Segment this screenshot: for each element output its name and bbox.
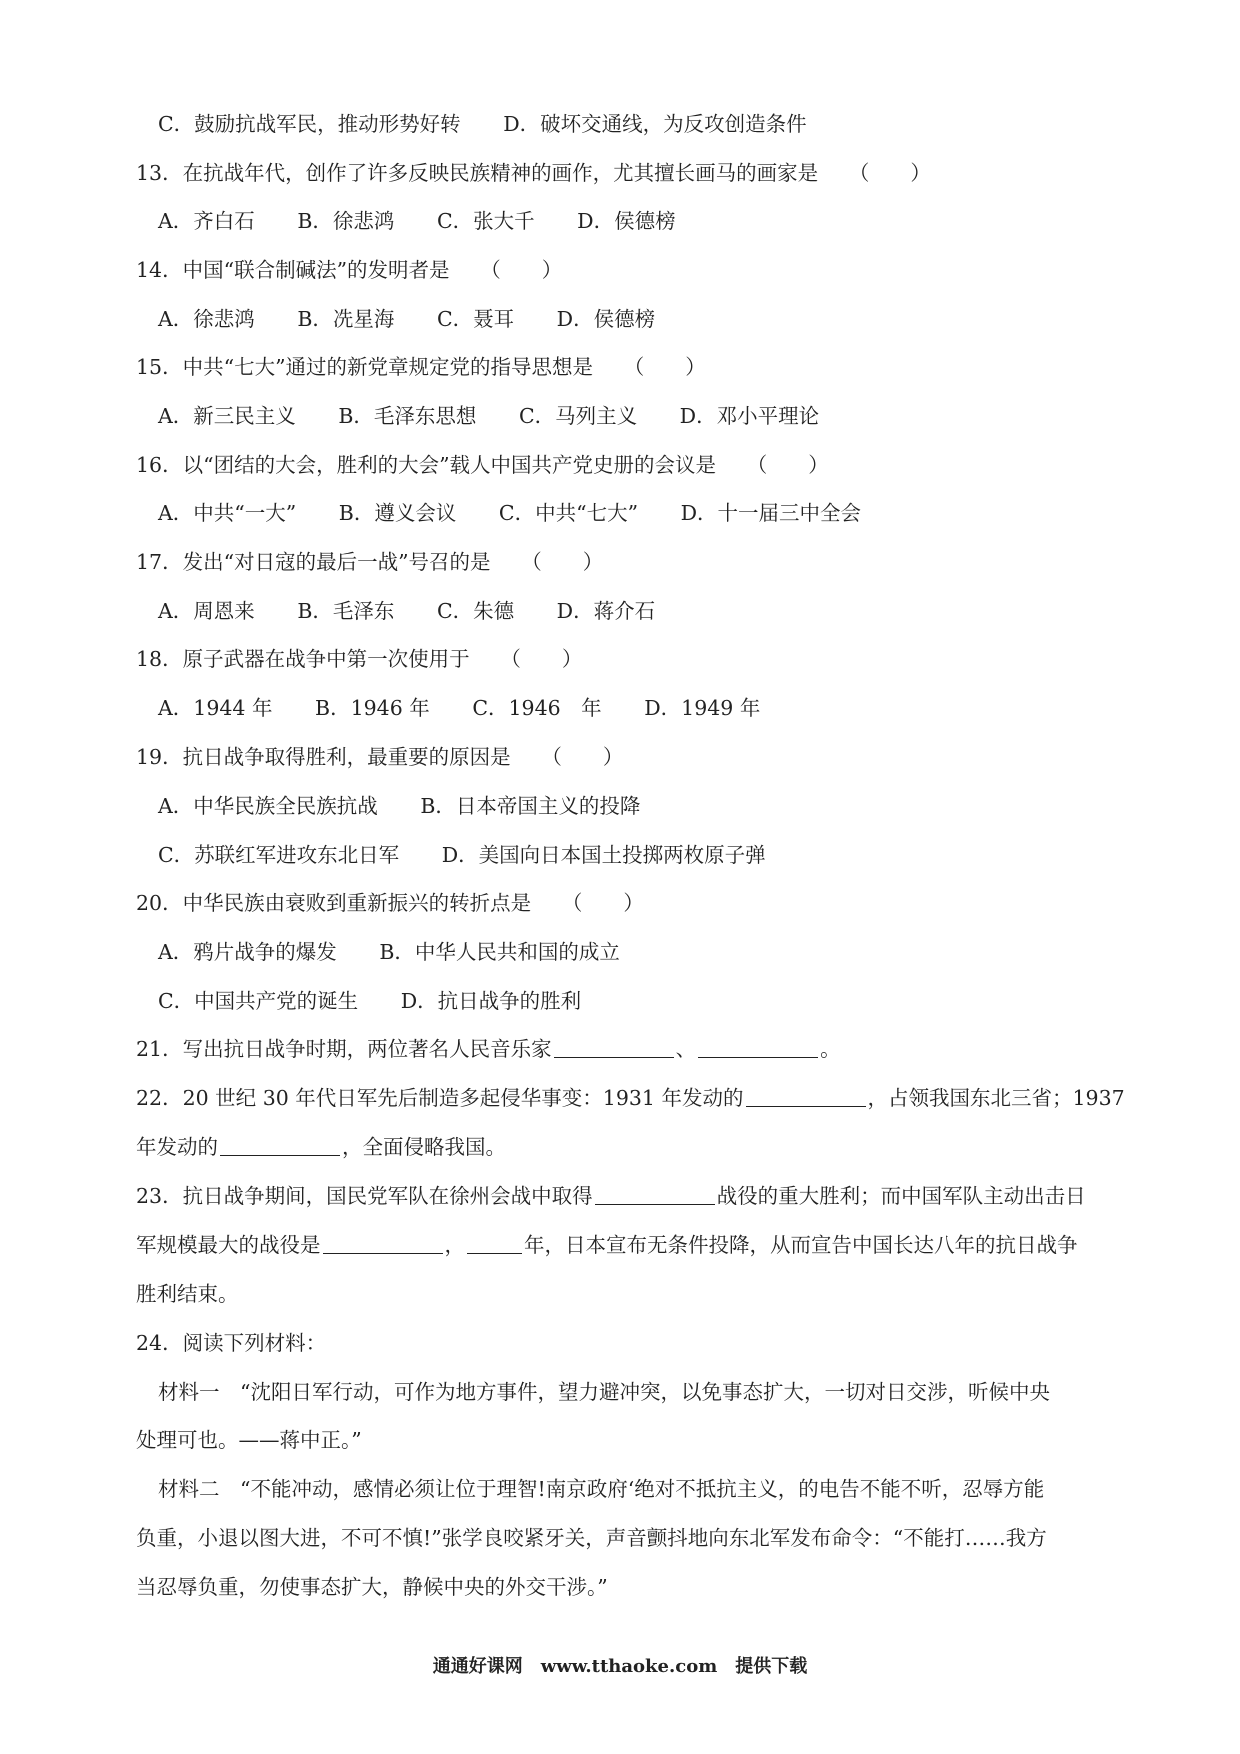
q22-text-4: ，全面侵略我国。 (342, 1135, 506, 1159)
q21 (136, 1034, 1126, 1064)
q24-material-1-line-2: 处理可也。——蒋中正。” (136, 1428, 362, 1452)
q24-stem: 24．阅读下列材料： (136, 1331, 327, 1355)
q21-text: 21．写出抗日战争时期，两位著名人民音乐家 (136, 1037, 552, 1061)
q14-option-c: C．聂耳 (436, 307, 515, 331)
q24-material-2-line-2: 负重，小退以图大进，不可不慎!”张学良咬紧牙关，声音颤抖地向东北军发布命令：“不能打……我方 (136, 1526, 1047, 1550)
q12-option-d: D．破坏交通线，为反攻创造条件 (503, 112, 807, 136)
page-footer: 通通好课网 www.tthaoke.com 提供下载 (432, 1656, 808, 1677)
q20-option-a: A．鸦片战争的爆发 (158, 940, 337, 964)
q14-option-b: B．冼星海 (297, 307, 395, 331)
q14-stem: 14．中国“联合制碱法”的发明者是 （ ） (136, 258, 563, 282)
q17-option-d: D．蒋介石 (556, 599, 656, 623)
q19-options-ab (158, 791, 1148, 821)
q14-option-a: A．徐悲鸿 (158, 307, 255, 331)
q17-options (158, 596, 1148, 626)
q19-option-a: A．中华民族全民族抗战 (158, 794, 378, 818)
q21-blank-2[interactable] (698, 1035, 818, 1058)
q13-stem: 13．在抗战年代，创作了许多反映民族精神的画作，尤其擅长画马的画家是 （ ） (136, 161, 931, 185)
q14-options (158, 304, 1148, 334)
q18-option-a: A．1944 年 (158, 696, 273, 720)
q17-option-b: B．毛泽东 (297, 599, 395, 623)
q15-option-d: D．邓小平理论 (679, 404, 820, 428)
q24-material-2-line-1: 材料二 “不能冲动，感情必须让位于理智!南京政府‘绝对不抵抗主义，的电告不能不听，忍辱方能 (158, 1477, 1045, 1501)
q23-text-3: 军规模最大的战役是 (136, 1233, 321, 1257)
q23-line-2 (136, 1230, 1126, 1260)
q18-option-b: B．1946 年 (315, 696, 430, 720)
q16-option-b: B．遵义会议 (338, 501, 457, 525)
q21-end: 。 (820, 1037, 841, 1061)
q23-text-4: ， (444, 1233, 465, 1257)
q21-separator: 、 (675, 1037, 697, 1061)
q23-blank-1[interactable] (595, 1182, 715, 1205)
q22-blank-1[interactable] (746, 1084, 866, 1107)
q22-line-1 (136, 1083, 1126, 1113)
q22-text-2: ，占领我国东北三省；1937 (867, 1086, 1125, 1110)
q16-option-a: A．中共“一大” (158, 501, 297, 525)
q13-option-b: B．徐悲鸿 (297, 209, 395, 233)
q22-text-1: 22．20 世纪 30 年代日军先后制造多起侵华事变：1931 年发动的 (136, 1086, 744, 1110)
q23-blank-3[interactable] (467, 1231, 522, 1254)
q19-option-b: B．日本帝国主义的投降 (420, 794, 641, 818)
q13-option-a: A．齐白石 (158, 209, 255, 233)
q22-blank-2[interactable] (220, 1133, 340, 1156)
q13-option-c: C．张大千 (436, 209, 535, 233)
q19-option-d: D．美国向日本国土投掷两枚原子弹 (441, 843, 766, 867)
q24-material-1-line-1: 材料一 “沈阳日军行动，可作为地方事件，望力避冲突，以免事态扩大，一切对日交涉，听候中央 (158, 1380, 1050, 1404)
q15-stem: 15．中共“七大”通过的新党章规定党的指导思想是 （ ） (136, 355, 706, 379)
q20-option-b: B．中华人民共和国的成立 (379, 940, 620, 964)
q23-text-1: 23．抗日战争期间，国民党军队在徐州会战中取得 (136, 1184, 593, 1208)
q18-option-d: D．1949 年 (644, 696, 761, 720)
q15-option-c: C．马列主义 (518, 404, 638, 428)
q17-stem: 17．发出“对日寇的最后一战”号召的是 （ ） (136, 550, 604, 574)
q24-material-2-line-3: 当忍辱负重，勿使事态扩大，静候中央的外交干涉。” (136, 1575, 608, 1599)
q16-option-d: D．十一届三中全会 (680, 501, 862, 525)
q17-option-c: C．朱德 (436, 599, 515, 623)
q20-stem: 20．中华民族由衰败到重新振兴的转折点是 （ ） (136, 891, 644, 915)
q21-blank-1[interactable] (554, 1035, 674, 1058)
q20-options-cd (158, 986, 1148, 1016)
q22-text-3: 年发动的 (136, 1135, 218, 1159)
q23-text-5: 年，日本宣布无条件投降，从而宣告中国长达八年的抗日战争 (524, 1233, 1078, 1257)
q19-stem: 19．抗日战争取得胜利，最重要的原因是 （ ） (136, 745, 624, 769)
q18-option-c: C．1946 年 (472, 696, 602, 720)
q16-option-c: C．中共“七大” (498, 501, 639, 525)
q16-options (158, 498, 1148, 528)
q18-options (158, 693, 1148, 723)
q15-option-b: B．毛泽东思想 (338, 404, 477, 428)
q16-stem: 16．以“团结的大会，胜利的大会”载人中国共产党史册的会议是 （ ） (136, 453, 829, 477)
q23-line-3: 胜利结束。 (136, 1282, 239, 1306)
q22-line-2 (136, 1132, 1126, 1162)
q19-options-cd (158, 840, 1148, 870)
q18-stem: 18．原子武器在战争中第一次使用于 （ ） (136, 647, 583, 671)
q23-line-1 (136, 1181, 1126, 1211)
q19-option-c: C．苏联红军进攻东北日军 (158, 843, 400, 867)
q13-options (158, 206, 1148, 236)
q17-option-a: A．周恩来 (158, 599, 255, 623)
q12-option-c: C．鼓励抗战军民，推动形势好转 (158, 112, 461, 136)
q23-blank-2[interactable] (323, 1231, 443, 1254)
q14-option-d: D．侯德榜 (556, 307, 656, 331)
q20-options-ab (158, 937, 1148, 967)
q12-options-cd (158, 109, 1148, 139)
q20-option-d: D．抗日战争的胜利 (400, 989, 582, 1013)
q20-option-c: C．中国共产党的诞生 (158, 989, 359, 1013)
q15-option-a: A．新三民主义 (158, 404, 296, 428)
q23-text-2: 战役的重大胜利；而中国军队主动出击日 (716, 1184, 1086, 1208)
q13-option-d: D．侯德榜 (577, 209, 676, 233)
q15-options (158, 401, 1148, 431)
